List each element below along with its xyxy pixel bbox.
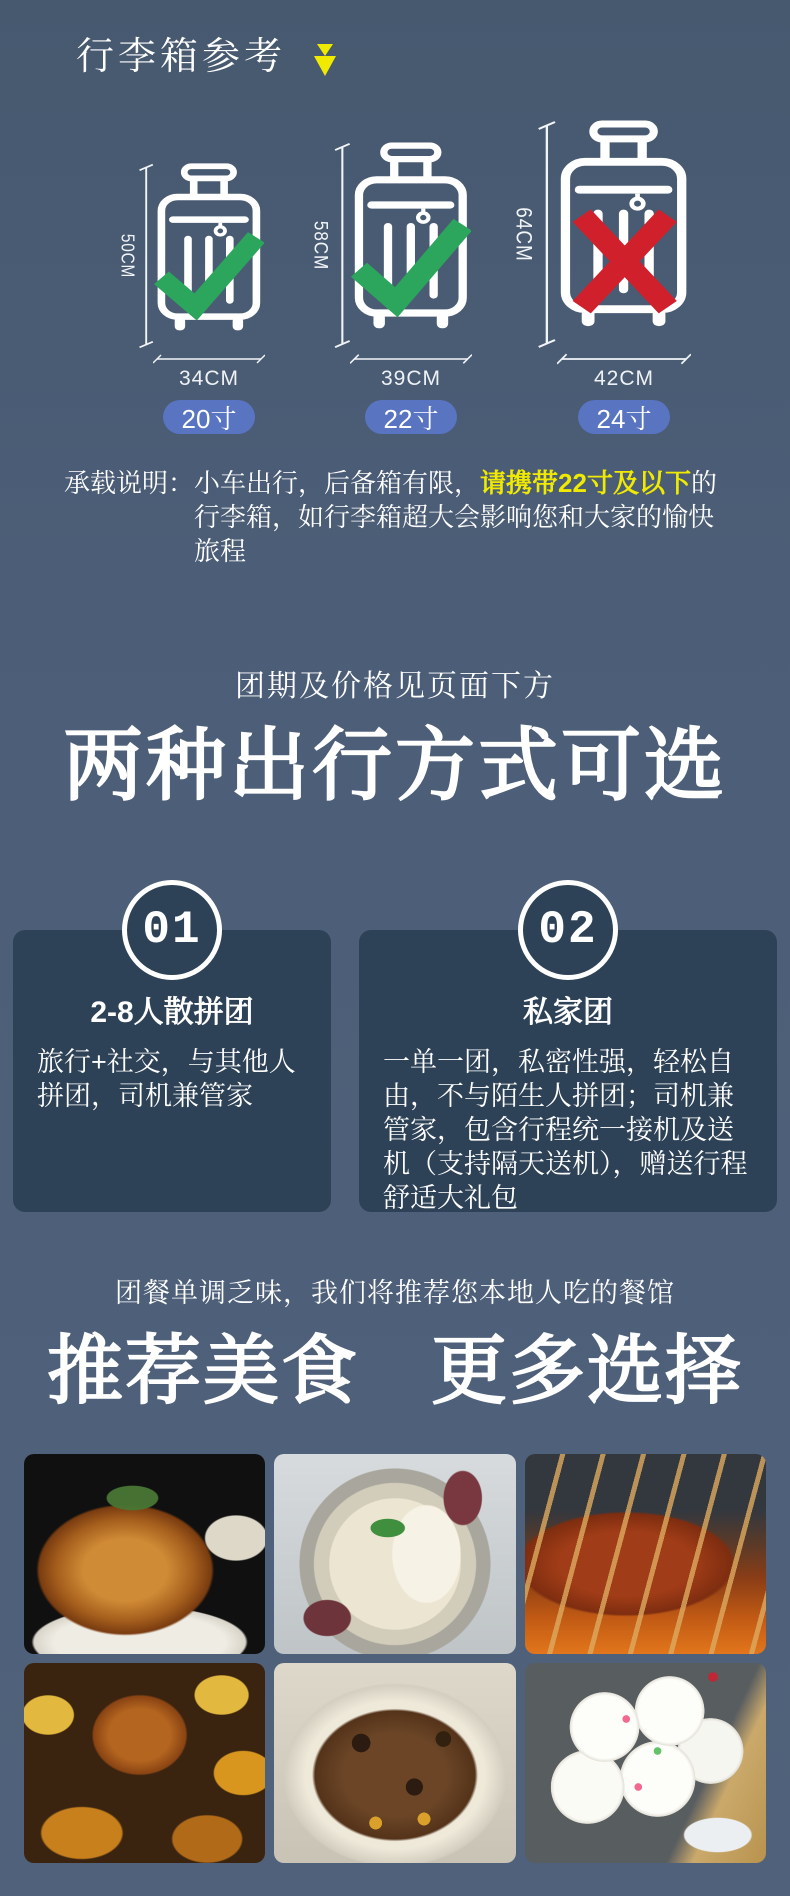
food-photo-6 [525, 1663, 766, 1863]
food-title: 推荐美食 更多选择 [47, 1330, 743, 1414]
food-photo-1 [24, 1454, 265, 1654]
number-text: 01 [142, 904, 202, 956]
note-highlight-text: 请携带22寸及以下 [480, 468, 691, 498]
mode-card-shared-group [13, 904, 331, 1212]
number-badge-02 [518, 880, 618, 980]
size-badge-22inch: 22寸 [365, 400, 457, 434]
suitcase-item-20inch [116, 163, 265, 434]
suitcase-24inch-icon [505, 120, 691, 349]
mode-card-description: 一单一团，私密性强，轻松自由，不与陌生人拼团；司机兼管家，包含行程统一接机及送机（支持隔天送机），赠送行程舒适大礼包 [383, 1047, 748, 1213]
travel-modes-section [0, 668, 790, 1212]
svg-text:58CM: 58CM [310, 220, 333, 271]
mode-card-title: 私家团 [523, 996, 613, 1029]
capacity-note-body [194, 466, 728, 568]
suitcase-20inch-icon [112, 163, 264, 349]
svg-text:64CM: 64CM [511, 207, 536, 262]
width-dimension-line [350, 353, 472, 365]
suitcase-width-label: 42CM [593, 367, 655, 390]
double-down-arrow-icon [314, 44, 336, 76]
luggage-header [0, 0, 790, 80]
width-dimension-line [153, 353, 265, 365]
food-section [0, 1276, 790, 1863]
mode-card-private-group [359, 904, 777, 1213]
modes-title: 两种出行方式可选 [63, 723, 727, 811]
height-dimension-line [140, 165, 153, 348]
modes-subtitle: 团期及价格见页面下方 [235, 670, 555, 703]
note-text: 小车出行，后备箱有限， [194, 468, 481, 498]
food-photo-3 [525, 1454, 766, 1654]
food-photo-2 [274, 1454, 515, 1654]
food-photo-4 [24, 1663, 265, 1863]
number-text: 02 [538, 904, 598, 956]
food-photo-5 [274, 1663, 515, 1863]
capacity-note [64, 466, 790, 568]
width-dimension-line [557, 353, 691, 365]
food-photo-grid [0, 1454, 790, 1863]
svg-text:50CM: 50CM [116, 233, 138, 279]
size-badge-24inch: 24寸 [578, 400, 670, 434]
suitcase-width-label: 39CM [380, 367, 442, 390]
suitcase-size-row [0, 120, 790, 434]
number-badge-01 [122, 880, 222, 980]
mode-card-title: 2-8人散拼团 [90, 996, 254, 1029]
food-subtitle: 团餐单调乏味，我们将推荐您本地人吃的餐馆 [115, 1278, 675, 1308]
note-text: 的行李箱，如行李箱超大会影响您和大家的愉快旅程 [194, 468, 717, 566]
mode-card-description: 旅行+社交，与其他人拼团，司机兼管家 [37, 1047, 296, 1111]
luggage-section [0, 0, 790, 568]
suitcase-width-label: 34CM [178, 367, 240, 390]
height-dimension-line [539, 122, 555, 347]
suitcase-item-22inch [310, 142, 472, 434]
height-dimension-line [335, 144, 350, 347]
mode-cards [0, 904, 790, 1213]
capacity-note-label: 承载说明： [64, 468, 195, 498]
size-badge-20inch: 20寸 [163, 400, 255, 434]
suitcase-22inch-icon [305, 142, 471, 349]
suitcase-item-24inch [511, 120, 691, 434]
luggage-section-title: 行李箱参考 [76, 36, 287, 78]
